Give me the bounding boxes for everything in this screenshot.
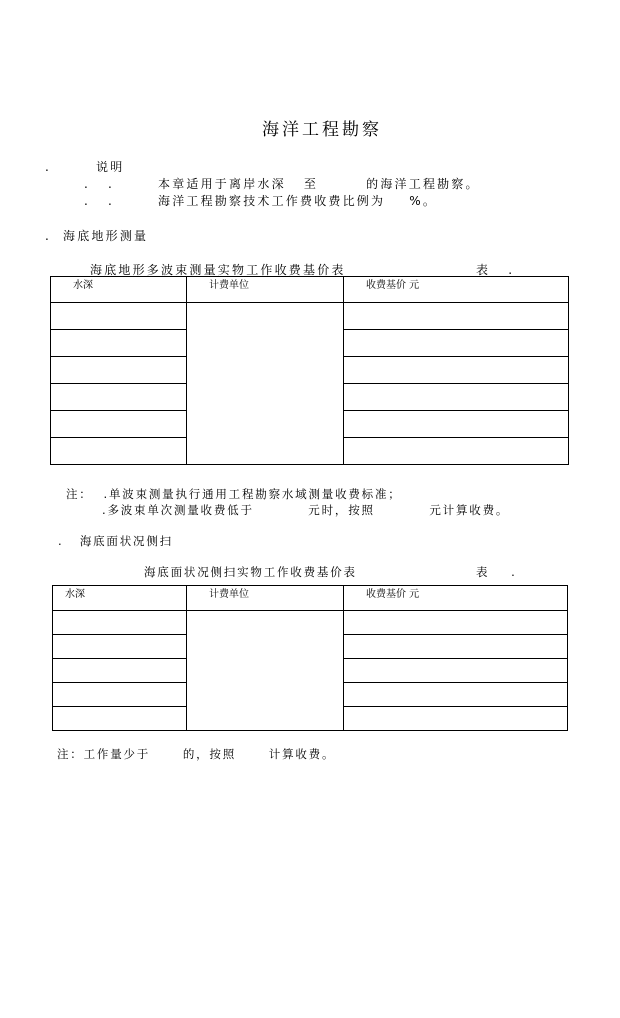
section-3-heading: . 海底面状况侧扫 xyxy=(58,534,173,548)
table-1-header-price: 收费基价 元 xyxy=(344,277,569,303)
table-2-cell xyxy=(344,707,568,731)
table-2-unit-merged-cell xyxy=(187,611,344,731)
table-1-cell xyxy=(344,411,569,438)
section-2-heading: . 海底地形测量 xyxy=(45,229,149,243)
clause-2-text: 海洋工程勘察技术工作费收费比例为 %。 xyxy=(158,194,438,208)
page-title: 海洋工程勘察 xyxy=(262,120,382,140)
table-1-cell xyxy=(344,303,569,330)
table-1-number: 表 . xyxy=(476,263,515,277)
table-1-cell xyxy=(51,438,187,465)
clause-1-number: . . xyxy=(84,177,115,191)
table-1-cell xyxy=(344,330,569,357)
table-2-cell xyxy=(344,635,568,659)
table-2-caption: 海底面状况侧扫实物工作收费基价表 xyxy=(144,565,357,579)
table-1 xyxy=(50,276,569,465)
table-1-header-unit: 计费单位 xyxy=(187,277,344,303)
section-1-number: . xyxy=(45,160,52,174)
table-2-cell xyxy=(53,707,187,731)
table-2-cell xyxy=(344,659,568,683)
table-1-unit-merged-cell xyxy=(187,303,344,465)
table-2-cell xyxy=(344,683,568,707)
table-1-cell xyxy=(51,330,187,357)
table-1-caption: 海底地形多波束测量实物工作收费基价表 xyxy=(90,263,346,277)
table-2 xyxy=(52,585,568,731)
table-2-cell xyxy=(53,611,187,635)
table-2-cell xyxy=(53,635,187,659)
table-2-header-price: 收费基价 元 xyxy=(344,586,568,611)
table-1-header-depth: 水深 xyxy=(51,277,187,303)
clause-2-number: . . xyxy=(84,194,115,208)
note-1-line-2: .多波束单次测量收费低于 元时，按照 元计算收费。 xyxy=(102,503,510,517)
table-1-cell xyxy=(51,384,187,411)
table-2-number: 表 . xyxy=(476,565,517,579)
table-2-cell xyxy=(53,659,187,683)
table-2-header-unit: 计费单位 xyxy=(187,586,344,611)
note-1-line-1: 注： .单波束测量执行通用工程勘察水域测量收费标准； xyxy=(66,487,402,501)
table-1-cell xyxy=(51,357,187,384)
note-2: 注：工作量少于 的，按照 计算收费。 xyxy=(57,747,336,761)
table-1-cell xyxy=(344,438,569,465)
table-1-cell xyxy=(344,384,569,411)
table-2-cell xyxy=(53,683,187,707)
clause-1-text: 本章适用于离岸水深 至 的海洋工程勘察。 xyxy=(158,177,480,191)
section-1-heading: 说明 xyxy=(96,160,125,174)
table-2-header-depth: 水深 xyxy=(53,586,187,611)
table-1-cell xyxy=(51,411,187,438)
table-1-cell xyxy=(344,357,569,384)
table-1-cell xyxy=(51,303,187,330)
table-2-cell xyxy=(344,611,568,635)
